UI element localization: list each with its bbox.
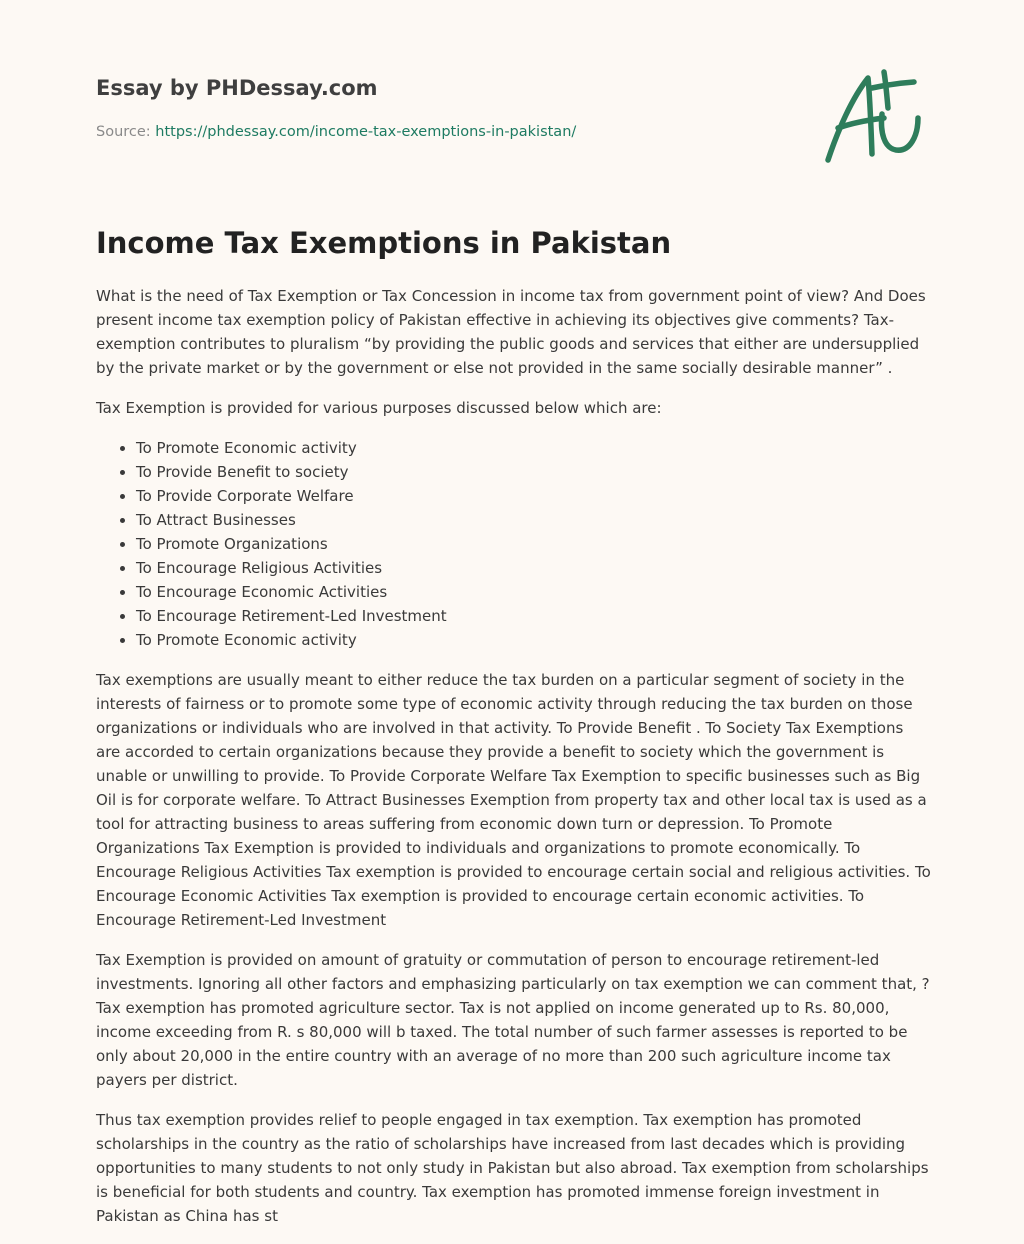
brand-title: Essay by PHDessay.com bbox=[96, 76, 378, 100]
essay-body bbox=[96, 284, 932, 1244]
list-item: • To Provide Benefit to society bbox=[136, 460, 932, 484]
list-item: • To Encourage Retirement-Led Investment bbox=[136, 604, 932, 628]
list-item: • To Promote Organizations bbox=[136, 532, 932, 556]
list-item: • To Encourage Economic Activities bbox=[136, 580, 932, 604]
essay-title: Income Tax Exemptions in Pakistan bbox=[96, 226, 672, 260]
a-plus-logo-icon bbox=[824, 68, 928, 164]
purposes-list bbox=[96, 436, 932, 652]
list-item: • To Provide Corporate Welfare bbox=[136, 484, 932, 508]
list-item: • To Promote Economic activity bbox=[136, 628, 932, 652]
list-item: • To Attract Businesses bbox=[136, 508, 932, 532]
list-item: • To Promote Economic activity bbox=[136, 436, 932, 460]
body-paragraph: Tax Exemption is provided on amount of gratuity or commutation of person to encourage retirement-led investments. Ignoring all other factors and emphasizing particularly on tax exemption we can comment that, ? Tax exemption has promoted agriculture sector. Tax is not applied on income generated up to Rs. 80,000, income exceeding from R. s 80,000 will b taxed. The total number of such farmer assesses is reported to be only about 20,000 in the entire country with an average of no more than 200 such agriculture income tax payers per district. bbox=[96, 951, 930, 1089]
body-paragraph: Tax exemptions are usually meant to either reduce the tax burden on a particular segment of society in the interests of fairness or to promote some type of economic activity through reducing the tax burden on those organizations or individuals who are involved in that activity. To Provide Benefit . To Society Tax Exemptions are accorded to certain organizations because they provide a benefit to society which the government is unable or unwilling to provide. To Provide Corporate Welfare Tax Exemption to specific businesses such as Big Oil is for corporate welfare. To Attract Businesses Exemption from property tax and other local tax is used as a tool for attracting business to areas suffering from economic down turn or depression. To Promote Organizations Tax Exemption is provided to individuals and organizations to promote economically. To Encourage Religious Activities Tax exemption is provided to encourage certain social and religious activities. To Encourage Economic Activities Tax exemption is provided to encourage certain economic activities. To Encourage Retirement-Led Investment bbox=[96, 671, 931, 929]
source-line bbox=[96, 124, 576, 140]
list-item: • To Encourage Religious Activities bbox=[136, 556, 932, 580]
source-link[interactable]: https://phdessay.com/income-tax-exemptions-in-pakistan/ bbox=[155, 124, 577, 140]
body-paragraph: Thus tax exemption provides relief to people engaged in tax exemption. Tax exemption has promoted scholarships in the country as the ratio of scholarships have increased from last decades which is providing opportunities to many students to not only study in Pakistan but also abroad. Tax exemption from scholarships is beneficial for both students and country. Tax exemption has promoted immense foreign investment in Pakistan as China has st bbox=[96, 1111, 929, 1225]
source-label: Source: bbox=[96, 124, 156, 140]
purposes-intro: Tax Exemption is provided for various purposes discussed below which are: bbox=[96, 399, 662, 417]
intro-paragraph: What is the need of Tax Exemption or Tax Concession in income tax from government point of view? And Does present income tax exemption policy of Pakistan effective in achieving its objectives give comments? Tax-exemption contributes to pluralism “by providing the public goods and services that either are undersupplied by the private market or by the government or else not provided in the same socially desirable manner” . bbox=[96, 287, 926, 377]
